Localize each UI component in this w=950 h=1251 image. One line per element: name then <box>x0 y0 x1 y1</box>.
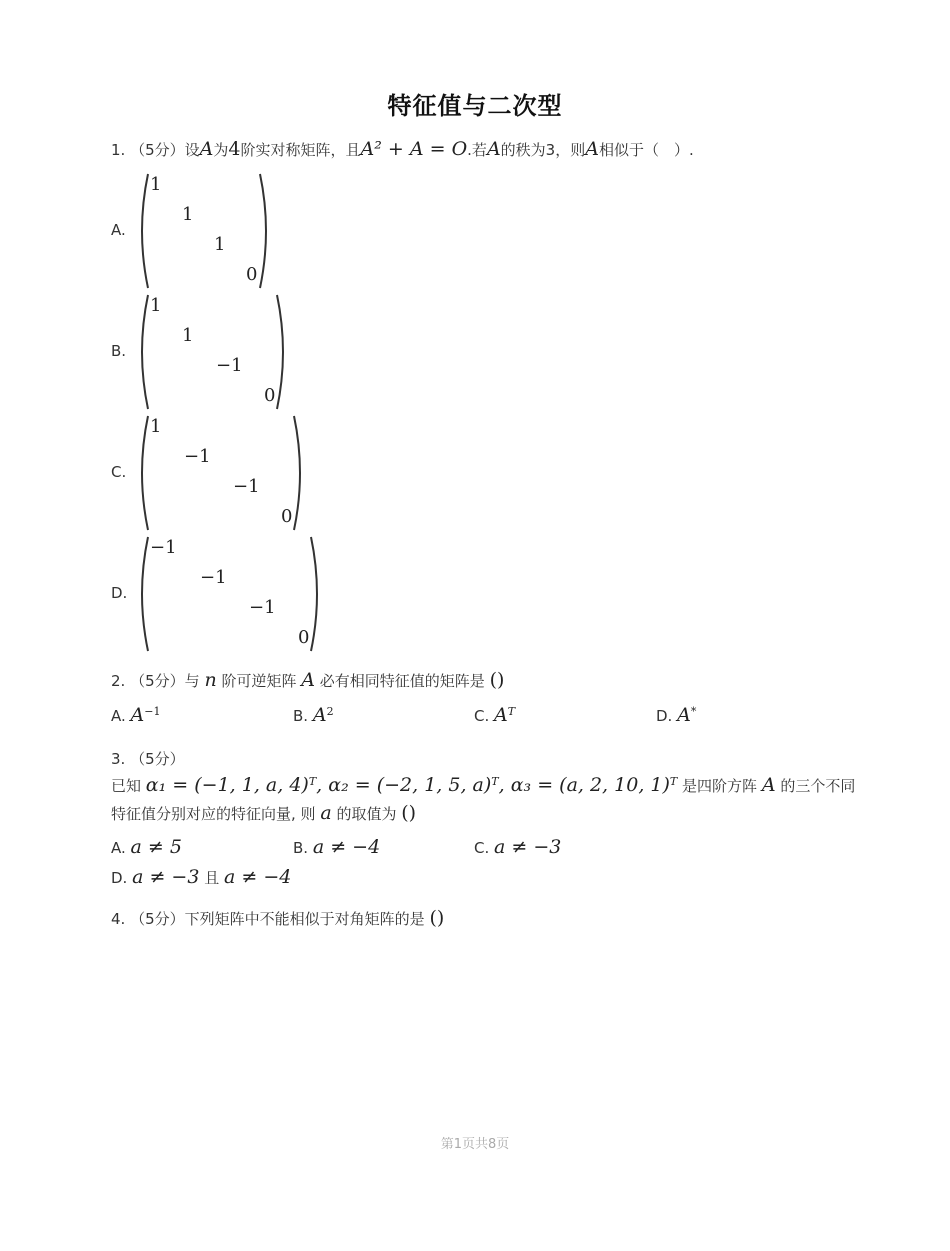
q4-text: 下列矩阵中不能相似于对角矩阵的是 <box>184 910 425 928</box>
q3-option-b <box>293 836 380 858</box>
q3-var-lower-a: a <box>320 802 332 824</box>
option-label: B. <box>293 839 309 857</box>
option-label: A. <box>111 839 126 857</box>
q1-text-mid3: .若 <box>467 141 487 159</box>
q3-paren: () <box>401 802 417 824</box>
q4-paren: () <box>429 907 445 929</box>
q1-option-c-matrix <box>136 414 310 532</box>
q2-text1: 与 <box>184 672 200 690</box>
q3-line2-pre: 特征值分别对应的特征向量, 则 <box>111 805 316 823</box>
q3-var-a: A <box>761 774 776 796</box>
option-expr: a ≠ 5 <box>130 836 182 858</box>
q3-score: （5分） <box>130 750 185 768</box>
q1-option-a-matrix <box>136 172 276 290</box>
matrix-cell: −1 <box>249 597 276 618</box>
q2-option-b <box>293 704 334 726</box>
q3-sup: T <box>669 775 678 788</box>
matrix-cell: 0 <box>281 506 293 527</box>
question-1 <box>111 138 694 160</box>
option-label: D. <box>656 707 673 725</box>
question-2 <box>111 669 504 691</box>
q3-option-d <box>111 866 291 888</box>
option-conj: 且 <box>204 869 220 887</box>
q2-option-a <box>111 704 161 726</box>
option-expr: a ≠ −4 <box>312 836 381 858</box>
option-expr: a ≠ −3 <box>494 836 562 858</box>
matrix-cell: 1 <box>182 204 194 225</box>
q3-number: 3. <box>111 750 126 768</box>
matrix-cell: 0 <box>298 627 310 648</box>
q3-alpha2: , α₂ = (−2, 1, 5, a) <box>316 774 492 796</box>
option-base: A <box>312 704 327 726</box>
q2-option-c <box>474 704 515 726</box>
matrix-cell: −1 <box>216 355 243 376</box>
q1-number: 1. <box>111 141 126 159</box>
question-3-line2 <box>111 802 416 824</box>
matrix-cell: −1 <box>200 567 227 588</box>
matrix-cell: −1 <box>184 446 211 467</box>
matrix-cell: 1 <box>150 174 162 195</box>
question-4 <box>111 907 444 929</box>
q2-var-n: n <box>204 669 217 691</box>
q3-option-a <box>111 836 182 858</box>
option-base: A <box>677 704 691 726</box>
q1-option-b-matrix <box>136 293 293 411</box>
option-expr: a ≠ −3 <box>132 866 200 888</box>
q1-var-a3: A <box>585 138 599 160</box>
option-label: A. <box>111 707 126 725</box>
question-3-line1 <box>111 774 855 796</box>
q1-text-tail: 相似于（ ）. <box>598 141 694 159</box>
q3-line1-post: 是四阶方阵 <box>682 777 758 795</box>
q3-alpha3: , α₃ = (a, 2, 10, 1) <box>498 774 670 796</box>
q2-option-d <box>656 704 696 726</box>
q1-var-a: A <box>199 138 214 160</box>
option-sup: 2 <box>326 705 334 718</box>
matrix-cell: 1 <box>150 295 162 316</box>
q3-sup: T <box>308 775 317 788</box>
q4-number: 4. <box>111 910 126 928</box>
q1-option-a-label: A. <box>111 221 126 239</box>
q1-var-a2: A <box>486 138 501 160</box>
matrix-cell: 0 <box>246 264 258 285</box>
q2-text3: 必有相同特征值的矩阵是 <box>319 672 485 690</box>
option-base: A <box>130 704 145 726</box>
q2-var-a: A <box>301 669 315 691</box>
matrix-cell: 0 <box>264 385 276 406</box>
q1-option-d-matrix <box>136 535 328 653</box>
q1-text-mid2: 阶实对称矩阵，且 <box>240 141 361 159</box>
q1-option-d-label: D. <box>111 584 128 602</box>
option-sup: T <box>507 705 516 718</box>
q1-option-b-label: B. <box>111 342 127 360</box>
matrix-cell: −1 <box>233 476 260 497</box>
q2-paren: () <box>489 669 505 691</box>
q3-line2-post: 的取值为 <box>336 805 397 823</box>
q3-line1-pre: 已知 <box>111 777 142 795</box>
option-base: A <box>494 704 508 726</box>
matrix-cell: 1 <box>182 325 194 346</box>
matrix-cell: 1 <box>150 416 162 437</box>
option-label: B. <box>293 707 309 725</box>
q1-text-pre: 设 <box>184 141 200 159</box>
option-sup: −1 <box>144 705 161 718</box>
option-label: D. <box>111 869 128 887</box>
q3-line1-end: 的三个不同 <box>780 777 856 795</box>
q3-sup: T <box>491 775 499 788</box>
q2-number: 2. <box>111 672 126 690</box>
matrix-cell: 1 <box>214 234 226 255</box>
matrix-cell: −1 <box>150 537 177 558</box>
q1-text-mid1: 为 <box>213 141 229 159</box>
question-3-header <box>111 748 185 769</box>
option-label: C. <box>474 839 490 857</box>
option-sup: * <box>690 705 697 718</box>
option-label: C. <box>474 707 490 725</box>
q2-score: （5分） <box>130 672 185 690</box>
q1-score: （5分） <box>130 141 185 159</box>
q1-equation: A² + A = O <box>360 138 468 160</box>
q3-alpha1: α₁ = (−1, 1, a, 4) <box>145 774 309 796</box>
page-footer: 第1页共8页 <box>440 1137 510 1152</box>
q1-order: 4 <box>228 138 241 160</box>
q1-text-mid4: 的秩为3，则 <box>500 141 586 159</box>
q1-option-c-label: C. <box>111 463 127 481</box>
q2-text2: 阶可逆矩阵 <box>221 672 297 690</box>
q3-option-c <box>474 836 561 858</box>
page-title: 特征值与二次型 <box>387 92 563 120</box>
option-expr2: a ≠ −4 <box>224 866 292 888</box>
q4-score: （5分） <box>130 910 185 928</box>
